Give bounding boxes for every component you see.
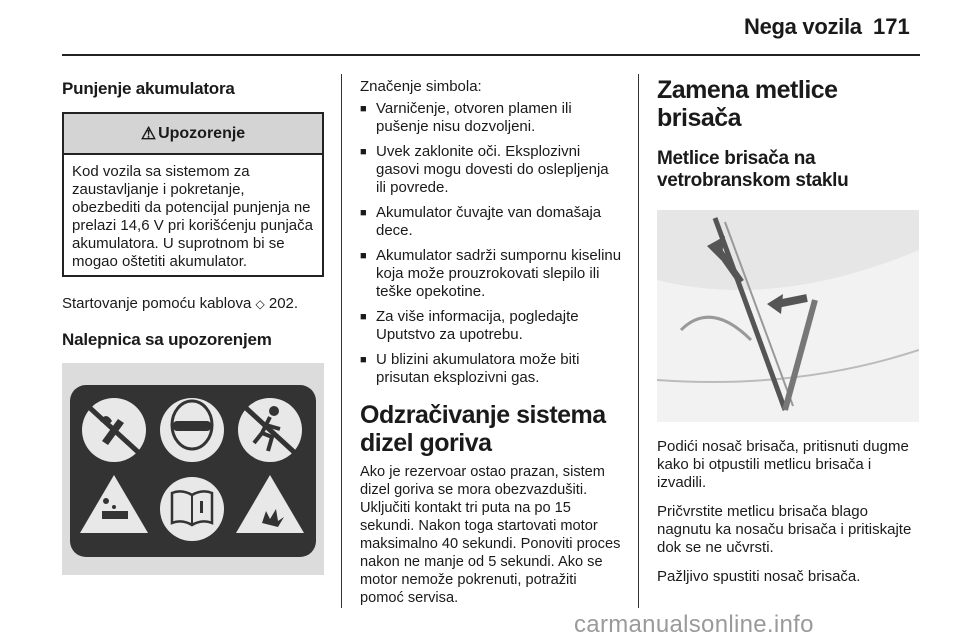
section-title-charging: Punjenje akumulatora: [62, 79, 235, 98]
diesel-bleeding-text: Ako je rezervoar ostao prazan, sistem dizel goriva se mora obezvazdušiti. Uključiti kontakt tri puta na po 15 sekundi. Nakon toga startovati motor maksimalno 40 sekundi. Ponoviti proces nakon ne manje od 5 sekundi. Ako se motor nemože pokrenuti, potražiti pomoć servisa.: [360, 464, 621, 606]
read-manual-icon: [160, 477, 224, 541]
section-title-wiper: Zamena metlice brisača: [657, 76, 838, 132]
wiper-blade-illustration: [657, 210, 919, 422]
eye-protection-icon: [160, 398, 224, 462]
subtitle-windscreen-wipers: Metlice brisača na vetrobranskom staklu: [657, 148, 849, 191]
warning-text: Kod vozila sa sistemom za zaustavljanje i pokretanje, obezbediti da potencijal punjenja ne prelazi 14,6 V pri korišćenju punjača akumulatora. U suprotnom bi se mogao oštetiti akumulator.: [72, 163, 313, 270]
symbols-intro: Značenje simbola:: [360, 78, 482, 95]
column-symbols: [360, 74, 622, 618]
list-item: ■ Za više informacija, pogledajte Uputstvo za upotrebu.: [360, 308, 622, 344]
jump-start-text: Startovanje pomoću kablova: [62, 295, 252, 312]
section-title-warning-label: Nalepnica sa upozorenjem: [62, 330, 272, 349]
list-item: ■ Uvek zaklonite oči. Eksplozivni gasovi mogu dovesti do oslepljenja ili povrede.: [360, 143, 622, 197]
column-wiper-blades: [657, 74, 919, 597]
warning-heading: Upozorenje: [158, 124, 246, 142]
no-fire-icon: [82, 398, 146, 462]
list-item: ■ U blizini akumulatora može biti prisutan eksplozivni gas.: [360, 351, 622, 387]
warning-box: [62, 112, 324, 277]
wiper-step-2: Pričvrstite metlicu brisača blago nagnutu ka nosaču brisača i pritiskajte dok se ne učvrsti.: [657, 503, 912, 556]
wiper-blade-image: [657, 210, 919, 422]
battery-warning-label-image: [62, 363, 324, 575]
warning-triangle-icon: ⚠: [140, 123, 157, 143]
jump-start-page-ref[interactable]: 202.: [268, 295, 299, 312]
column-divider-2: [638, 74, 639, 608]
column-battery-charging: [62, 74, 324, 575]
keep-children-away-icon: [238, 398, 302, 462]
jump-start-reference: [62, 295, 324, 313]
section-title-diesel-bleeding: Odzračivanje sistema dizel goriva: [360, 401, 606, 457]
header-rule: [62, 54, 920, 56]
column-divider-1: [341, 74, 342, 608]
warning-header: [64, 114, 322, 155]
watermark-text: carmanualsonline.info: [574, 611, 814, 638]
list-item: ■ Akumulator sadrži sumpornu kiselinu koja može prouzrokovati slepilo ili teške opekotine.: [360, 247, 622, 301]
page-header-title: Nega vozila: [744, 14, 862, 39]
wiper-step-1: Podići nosač brisača, pritisnuti dugme kako bi otpustili metlicu brisača i izvadili.: [657, 438, 909, 491]
warning-label-graphic: [62, 363, 324, 575]
page-reference-icon: ◇: [255, 297, 265, 311]
symbols-list: [360, 100, 622, 387]
list-item: ■ Akumulator čuvajte van domašaja dece.: [360, 204, 622, 240]
wiper-step-3: Pažljivo spustiti nosač brisača.: [657, 568, 861, 585]
page-number: 171: [873, 14, 910, 39]
list-item: ■ Varničenje, otvoren plamen ili pušenje nisu dozvoljeni.: [360, 100, 622, 136]
